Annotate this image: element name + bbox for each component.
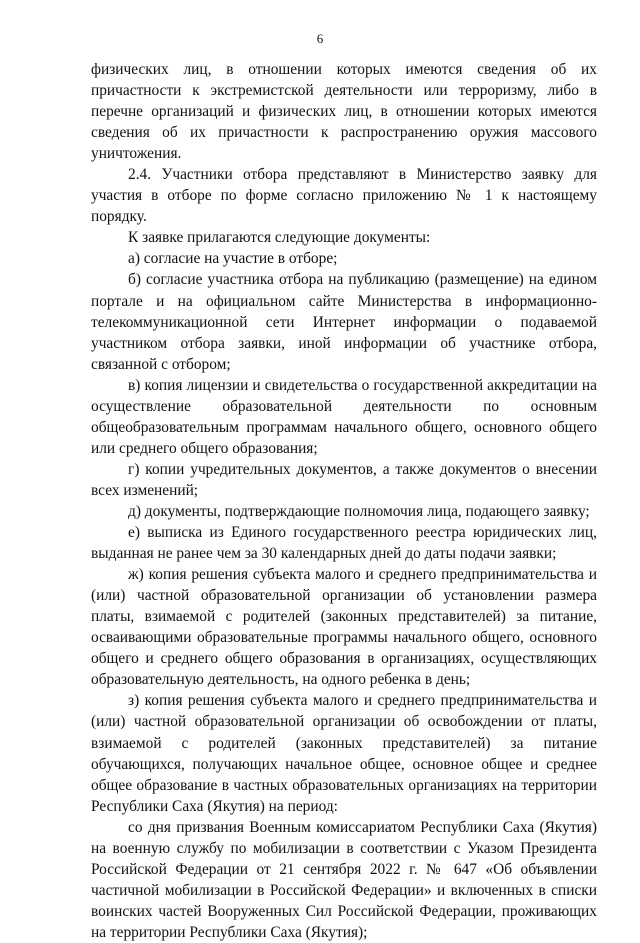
document-body: [91, 59, 597, 943]
list-item-b: б) согласие участника отбора на публикацию (размещение) на едином портале и на официальном сайте Министерства в информационно-телекоммуникационной сети Интернет информации о подаваемой участником отбора заявки, иной информации об участнике отбора, связанной с отбором;: [91, 271, 597, 373]
list-item-zh: ж) копия решения субъекта малого и среднего предпринимательства и (или) частной образовательной организации об установлении размера платы, взимаемой с родителей (законных представителей) за питание, осваивающими образовательные программы начального общего, основного общего и среднего общего образования в организациях, осуществляющих образовательную деятельность, на одного ребенка в день;: [91, 566, 597, 689]
list-item-d: д) документы, подтверждающие полномочия лица, подающего заявку;: [128, 502, 590, 520]
list-item-g: г) копии учредительных документов, а также документов о внесении всех изменений;: [91, 460, 597, 499]
list-item-a: а) согласие на участие в отборе;: [128, 250, 338, 268]
paragraph-mobilization: со дня призвания Военным комиссариатом Республики Саха (Якутия) на военную службу по мобилизации в соответствии с Указом Президента Российской Федерации от 21 сентября 2022 г. № 647 «Об объявлении частичной мобилизации в Российской Федерации» и включенных в списки воинских частей Вооруженных Сил Российской Федерации, проживающих на территории Республики Саха (Якутия);: [91, 818, 597, 941]
page-number: 6: [316, 31, 324, 46]
list-item-v: в) копия лицензии и свидетельства о государственной аккредитации на осуществление образовательной деятельности по основным общеобразовательным программам начального общего, основного общего или среднего общего образования;: [91, 376, 597, 457]
paragraph-documents-intro: К заявке прилагаются следующие документы:: [128, 229, 431, 247]
list-item-e: е) выписка из Единого государственного реестра юридических лиц, выданная не ранее чем за 30 календарных дней до даты подачи заявки;: [91, 524, 597, 563]
list-item-z: з) копия решения субъекта малого и среднего предпринимательства и (или) частной образовательной организации об освобождении от платы, взимаемой с родителей (законных представителей) за питание обучающихся, получающих начальное общее, основное общее и среднее общее образование в частных образовательных организациях на территории Республики Саха (Якутия) на период:: [91, 692, 597, 815]
paragraph-2-4: 2.4. Участники отбора представляют в Министерство заявку для участия в отборе по форме согласно приложению № 1 к настоящему порядку.: [91, 166, 597, 226]
paragraph-continuation: физических лиц, в отношении которых имеются сведения об их причастности к экстремистской деятельности или терроризму, либо в перечне организаций и физических лиц, в отношении которых имеются сведения об их причастности к распространению оружия массового уничтожения.: [91, 61, 597, 163]
